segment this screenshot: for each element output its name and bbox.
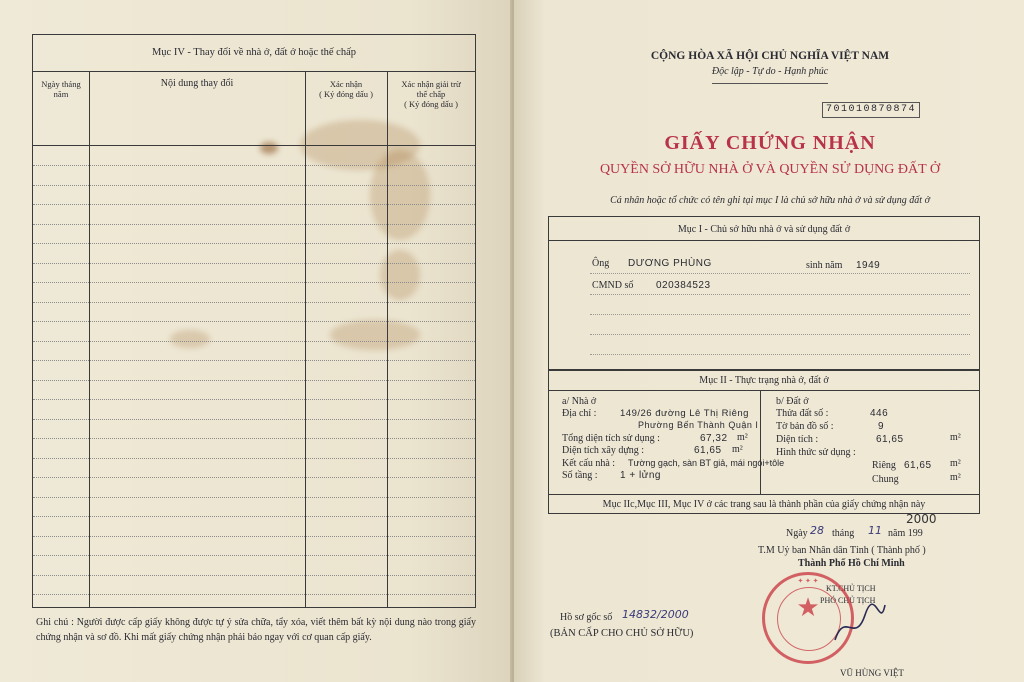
changes-table bbox=[32, 34, 476, 608]
ruled-line bbox=[33, 243, 475, 244]
motto-underline bbox=[712, 83, 828, 84]
plot-label: Thửa đất số : bbox=[776, 408, 829, 419]
role-line-2: PHÓ CHỦ TỊCH bbox=[820, 596, 876, 605]
column-divider bbox=[89, 71, 90, 607]
section-1-title: Mục I - Chủ sở hữu nhà ở và sử dụng đất ở bbox=[677, 224, 851, 235]
col-release-header: Xác nhận giải trừ thế chấp ( Ký đóng dấu ) bbox=[401, 79, 461, 109]
changes-table-title: Mục IV - Thay đổi về nhà ở, đất ở hoặc thế chấp bbox=[33, 35, 475, 72]
total-area-label: Tổng diện tích sử dụng : bbox=[562, 433, 660, 444]
address-line-2: Phường Bến Thành Quận I bbox=[638, 420, 759, 430]
copy-note: (BẢN CẤP CHO CHỦ SỞ HỮU) bbox=[550, 628, 694, 639]
date-prefix: Ngày bbox=[786, 528, 808, 539]
month-label: tháng bbox=[832, 528, 855, 539]
dotted-line bbox=[590, 273, 970, 274]
certificate-subtitle: QUYỀN SỞ HỮU NHÀ Ở VÀ QUYỀN SỬ DỤNG ĐẤT Ở bbox=[599, 162, 941, 177]
use-form-label: Hình thức sử dụng : bbox=[776, 447, 856, 458]
ruled-line bbox=[33, 321, 475, 322]
dotted-line bbox=[590, 314, 970, 315]
date-month: 11 bbox=[868, 524, 882, 537]
dotted-line bbox=[590, 334, 970, 335]
col-date-header: Ngày tháng năm bbox=[41, 79, 81, 99]
map-label: Tờ bản đồ số : bbox=[776, 421, 834, 432]
col-content-header: Nội dung thay đổi bbox=[160, 78, 234, 89]
date-year-override: 2000 bbox=[906, 512, 937, 526]
intro-text: Cá nhân hoặc tổ chức có tên ghi tại mục I là chủ sở hữu nhà ở và sử dụng đất ở bbox=[610, 195, 930, 206]
file-number: 14832/2000 bbox=[622, 608, 689, 621]
private-area: 61,65 bbox=[904, 460, 932, 471]
unit: m² bbox=[950, 472, 961, 483]
ruled-line bbox=[33, 165, 475, 166]
seal-ring: ✦ ✦ ✦ bbox=[797, 577, 819, 585]
ruled-line bbox=[33, 380, 475, 381]
ruled-line bbox=[33, 536, 475, 537]
ruled-line bbox=[33, 477, 475, 478]
map-value: 9 bbox=[878, 421, 885, 432]
floors-value: 1 + lửng bbox=[620, 470, 661, 481]
ruled-line bbox=[33, 458, 475, 459]
ruled-line bbox=[33, 438, 475, 439]
ruled-line bbox=[33, 360, 475, 361]
ruled-line bbox=[33, 594, 475, 595]
land-area-value: 61,65 bbox=[876, 434, 904, 445]
country-header: CỘNG HÒA XÃ HỘI CHỦ NGHĨA VIỆT NAM bbox=[650, 50, 890, 62]
col-confirm-header: Xác nhận ( Ký đóng dấu ) bbox=[319, 79, 373, 99]
divider bbox=[548, 240, 980, 241]
total-area-value: 67,32 bbox=[700, 433, 728, 444]
private-label: Riêng bbox=[872, 460, 896, 471]
dotted-line bbox=[590, 354, 970, 355]
build-area-value: 61,65 bbox=[694, 445, 722, 456]
birth-label: sinh năm bbox=[806, 260, 843, 271]
unit: m² bbox=[950, 458, 961, 469]
authority-line-1: T.M Uỷ ban Nhân dân Tỉnh ( Thành phố ) bbox=[758, 545, 926, 556]
divider bbox=[548, 494, 980, 495]
shared-label: Chung bbox=[872, 474, 899, 485]
section-2-footer: Mục IIc,Mục III, Mục IV ở các trang sau là thành phần của giấy chứng nhận này bbox=[602, 499, 926, 510]
land-heading: b/ Đất ở bbox=[776, 396, 809, 407]
signature-scribble bbox=[830, 600, 890, 650]
structure-value: Tường gạch, sàn BT giả, mái ngói+tôle bbox=[628, 458, 785, 468]
ruled-line bbox=[33, 204, 475, 205]
ruled-line bbox=[33, 185, 475, 186]
authority-line-2: Thành Phố Hồ Chí Minh bbox=[798, 558, 905, 569]
structure-label: Kết cấu nhà : bbox=[562, 458, 616, 469]
divider bbox=[548, 390, 980, 391]
address-label: Địa chỉ : bbox=[562, 408, 597, 419]
id-label: CMND số bbox=[592, 280, 634, 291]
unit: m² bbox=[732, 444, 743, 455]
ruled-line bbox=[33, 302, 475, 303]
house-heading: a/ Nhà ở bbox=[562, 396, 597, 407]
address-line-1: 149/26 đường Lê Thị Riêng bbox=[620, 408, 749, 419]
land-area-label: Diện tích : bbox=[776, 434, 819, 445]
date-day: 28 bbox=[810, 524, 824, 537]
build-area-label: Diện tích xây dựng : bbox=[562, 445, 645, 456]
divider bbox=[760, 390, 761, 494]
section-2-title: Mục II - Thực trạng nhà ở, đất ở bbox=[699, 375, 829, 386]
ruled-line bbox=[33, 282, 475, 283]
unit: m² bbox=[950, 432, 961, 443]
serial-number: 701010870874 bbox=[822, 102, 920, 118]
file-label: Hồ sơ gốc số bbox=[560, 612, 613, 623]
ruled-line bbox=[33, 341, 475, 342]
ruled-line bbox=[33, 224, 475, 225]
ruled-line bbox=[33, 575, 475, 576]
changes-table-header bbox=[33, 71, 475, 146]
column-divider bbox=[387, 71, 388, 607]
ruled-line bbox=[33, 497, 475, 498]
year-label: năm 199 bbox=[888, 528, 923, 539]
note-text: Ghi chú : Người được cấp giấy không được tự ý sửa chữa, tẩy xóa, viết thêm bất kỳ nội dung nào trong giấy chứng nhận và sơ đồ. Khi mất giấy chứng nhận phải báo ngay với cơ quan cấp giấy. bbox=[36, 617, 476, 643]
id-number: 020384523 bbox=[656, 280, 711, 291]
floors-label: Số tầng : bbox=[562, 470, 598, 481]
birth-year: 1949 bbox=[856, 260, 881, 271]
unit: m² bbox=[737, 432, 748, 443]
plot-value: 446 bbox=[870, 408, 889, 419]
column-divider bbox=[305, 71, 306, 607]
ruled-line bbox=[33, 399, 475, 400]
ruled-line bbox=[33, 419, 475, 420]
role-line-1: KT.CHỦ TỊCH bbox=[826, 584, 876, 593]
certificate-title: GIẤY CHỨNG NHẬN bbox=[664, 132, 876, 154]
motto: Độc lập - Tự do - Hạnh phúc bbox=[711, 66, 829, 77]
signer-name: VŨ HÙNG VIỆT bbox=[840, 668, 904, 678]
seal-star-icon: ★ bbox=[796, 593, 820, 622]
owner-name: DƯƠNG PHÙNG bbox=[628, 258, 712, 269]
ruled-line bbox=[33, 263, 475, 264]
ruled-line bbox=[33, 516, 475, 517]
honorific: Ông bbox=[592, 258, 610, 269]
ruled-line bbox=[33, 555, 475, 556]
dotted-line bbox=[590, 294, 970, 295]
